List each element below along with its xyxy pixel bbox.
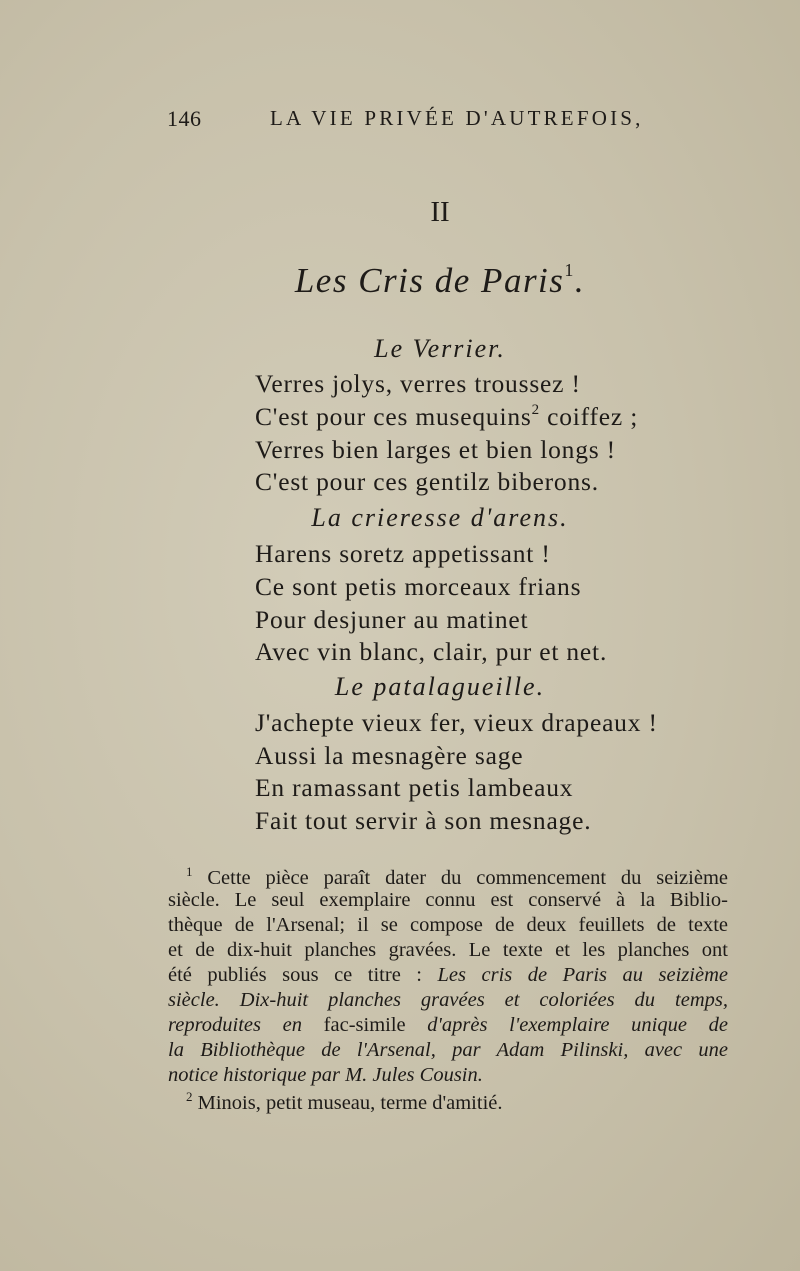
verse-line: Fait tout servir à son mesnage. <box>255 806 592 835</box>
footnote-1-line <box>168 989 728 1012</box>
verse-line: Avec vin blanc, clair, pur et net. <box>255 637 608 666</box>
section-title <box>0 260 800 301</box>
footnote-2-line <box>168 1089 728 1115</box>
footnote-ref-2: 2 <box>531 402 540 418</box>
footnote-text: fac-simile <box>323 1014 406 1036</box>
footnote-1-line: et de dix-huit planches gravées. Le texte et les planches ont <box>168 939 728 961</box>
footnote-marker-2: 2 <box>186 1089 193 1104</box>
footnote-book-title: siècle. Dix-huit planches gravées et coloriées du temps, <box>168 989 728 1011</box>
footnote-book-title: d'après l'exemplaire unique de <box>405 1014 728 1036</box>
footnote-book-title: notice historique par M. Jules Cousin. <box>168 1064 483 1086</box>
verse-text-continued: coiffez ; <box>539 402 639 431</box>
poem-heading-patalagueille: Le patalagueille. <box>334 672 546 701</box>
footnote-text: Cette pièce paraît dater du commencement du seizième <box>207 867 728 889</box>
section-title-period: . <box>574 261 586 300</box>
verse-line: J'achepte vieux fer, vieux drapeaux ! <box>255 708 658 737</box>
footnote-book-title: reproduites en <box>168 1014 324 1036</box>
footnote-1-line <box>168 964 728 987</box>
verse-line: Harens soretz appetissant ! <box>255 539 551 568</box>
verse-line: En ramassant petis lambeaux <box>255 773 574 802</box>
footnote-text: été publiés sous ce titre : <box>168 964 438 986</box>
footnote-1-line: siècle. Le seul exemplaire connu est conservé à la Biblio- <box>168 889 728 911</box>
running-head <box>0 106 800 136</box>
page-number: 146 <box>167 106 202 131</box>
footnote-1-line <box>168 1014 728 1037</box>
verse-line: Verres bien larges et bien longs ! <box>255 435 616 464</box>
verse-line: Pour desjuner au matinet <box>255 605 529 634</box>
verse-text: C'est pour ces musequins <box>255 402 532 431</box>
section-number: II <box>430 196 450 228</box>
verse-line: C'est pour ces gentilz biberons. <box>255 467 599 496</box>
verse-line <box>255 402 638 432</box>
poem-heading-verrier: Le Verrier. <box>374 334 506 363</box>
footnote-1-line <box>168 1039 728 1062</box>
footnote-ref-1: 1 <box>564 260 575 280</box>
footnote-book-title: Les cris de Paris au seizième <box>437 964 728 986</box>
footnote-1-line <box>168 864 728 890</box>
running-title: LA VIE PRIVÉE D'AUTREFOIS, <box>270 106 644 130</box>
section-title-text: Les Cris de Paris <box>294 261 565 300</box>
footnote-1-line: thèque de l'Arsenal; il se compose de deux feuillets de texte <box>168 914 728 936</box>
footnote-marker-1: 1 <box>186 864 193 879</box>
verse-line: Ce sont petis morceaux frians <box>255 572 582 601</box>
verse-line: Verres jolys, verres troussez ! <box>255 369 581 398</box>
footnote-1-line <box>168 1064 728 1087</box>
footnote-book-title: la Bibliothèque de l'Arsenal, par Adam Pilinski, avec une <box>168 1039 728 1061</box>
verse-line: Aussi la mesnagère sage <box>255 741 524 770</box>
footnote-text: Minois, petit museau, terme d'amitié. <box>197 1092 503 1114</box>
poem-heading-crieresse: La crieresse d'arens. <box>311 503 569 532</box>
